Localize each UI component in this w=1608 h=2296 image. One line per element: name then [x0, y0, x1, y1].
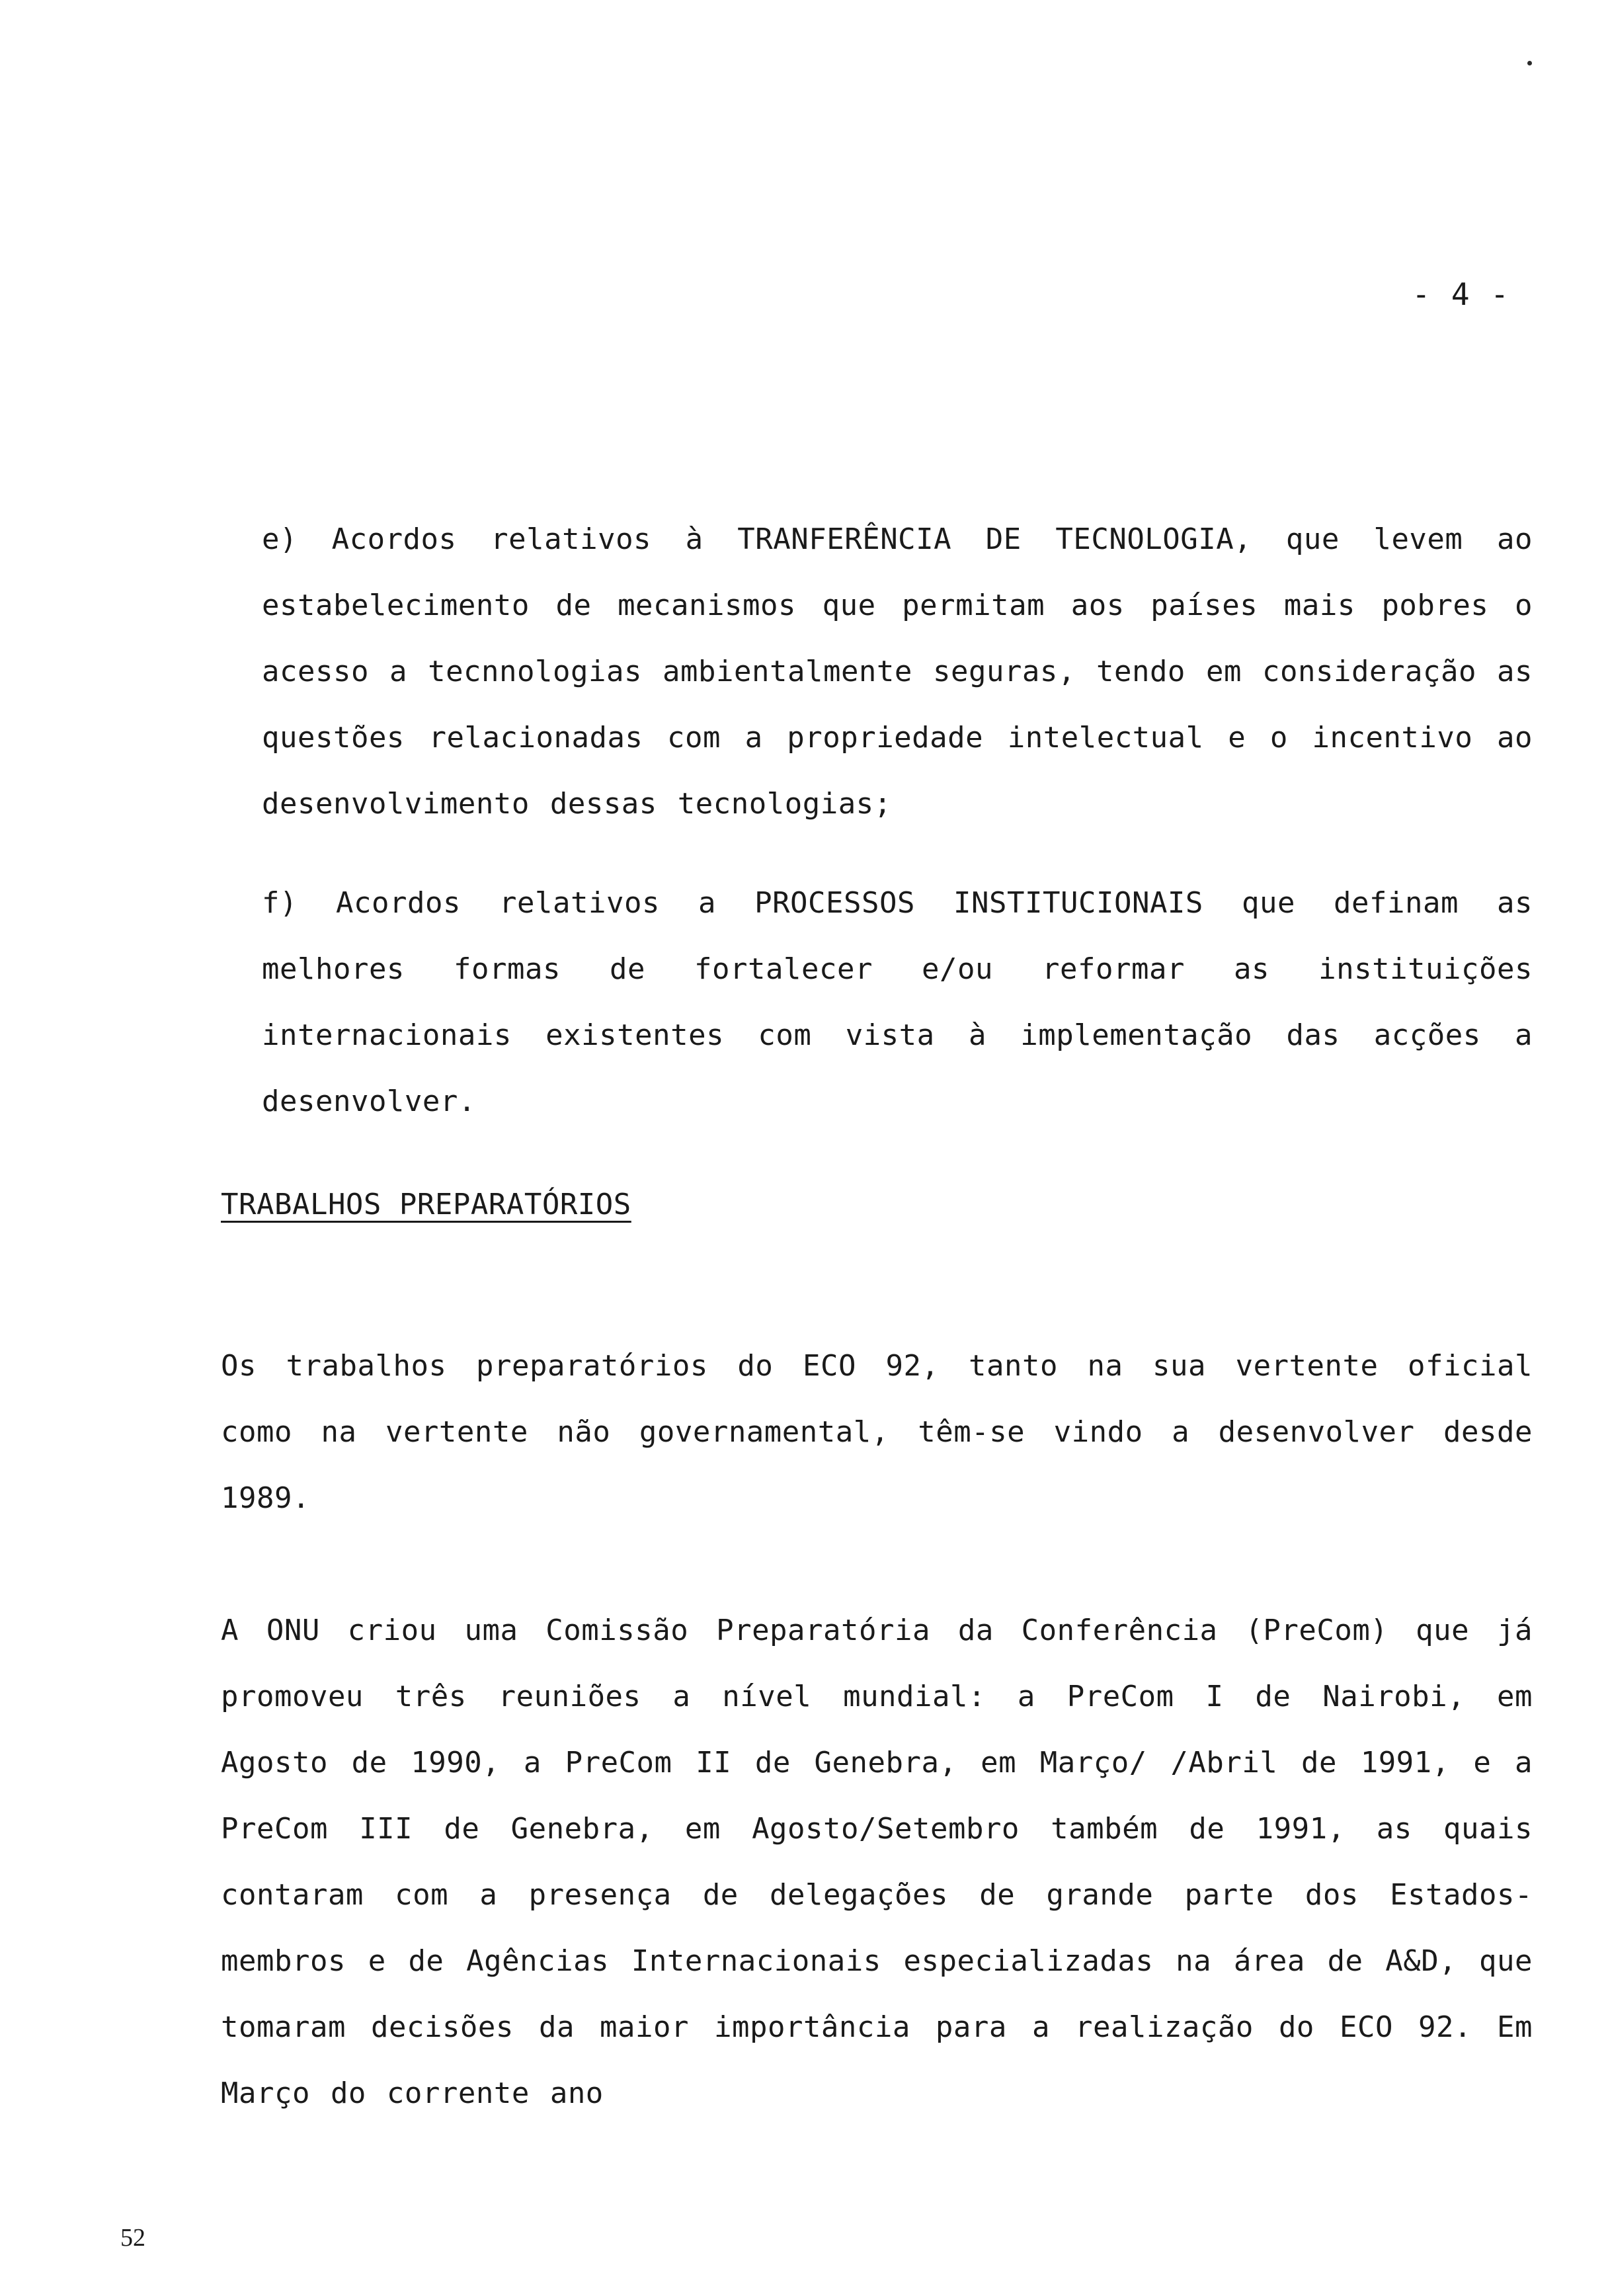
list-item-e: e) Acordos relativos à TRANFERÊNCIA DE TECNOLOGIA, que levem ao estabelecimento de mecanismos que permitam aos países mais pobres o acesso a tecnnologias ambientalmente seguras, tendo em consideração as questões relacionadas com a propriedade intelectual e o incentivo ao desenvolvimento dessas tecnologias; — [262, 522, 1533, 821]
section-heading: TRABALHOS PREPARATÓRIOS — [221, 1188, 631, 1221]
body-paragraph: A ONU criou uma Comissão Preparatória da Conferência (PreCom) que já promoveu três reuniões a nível mundial: a PreCom I de Nairobi, em Agosto de 1990, a PreCom II de Genebra, em Março/ /Abril de 1991, e a PreCom III de Genebra, em Agosto/Setembro também de 1991, as quais contaram com a presença de delegações de grande parte dos Estados-membros e de Agências Internacionais especializadas na área de A&D, que tomaram decisões da maior importância para a realização do ECO 92. Em Março do corrente ano — [221, 1614, 1533, 2110]
body-paragraph: Os trabalhos preparatórios do ECO 92, tanto na sua vertente oficial como na vertente não governamental, têm-se vindo a desenvolver desde 1989. — [221, 1349, 1533, 1515]
footer-page-number: 52 — [120, 2224, 145, 2252]
scan-speck — [1527, 61, 1532, 65]
list-item-f: f) Acordos relativos a PROCESSOS INSTITUCIONAIS que definam as melhores formas de fortalecer e/ou reformar as instituições internacionais existentes com vista à implementação das acções a desenvolver. — [262, 886, 1533, 1118]
page-number: - 4 - — [1412, 276, 1510, 312]
